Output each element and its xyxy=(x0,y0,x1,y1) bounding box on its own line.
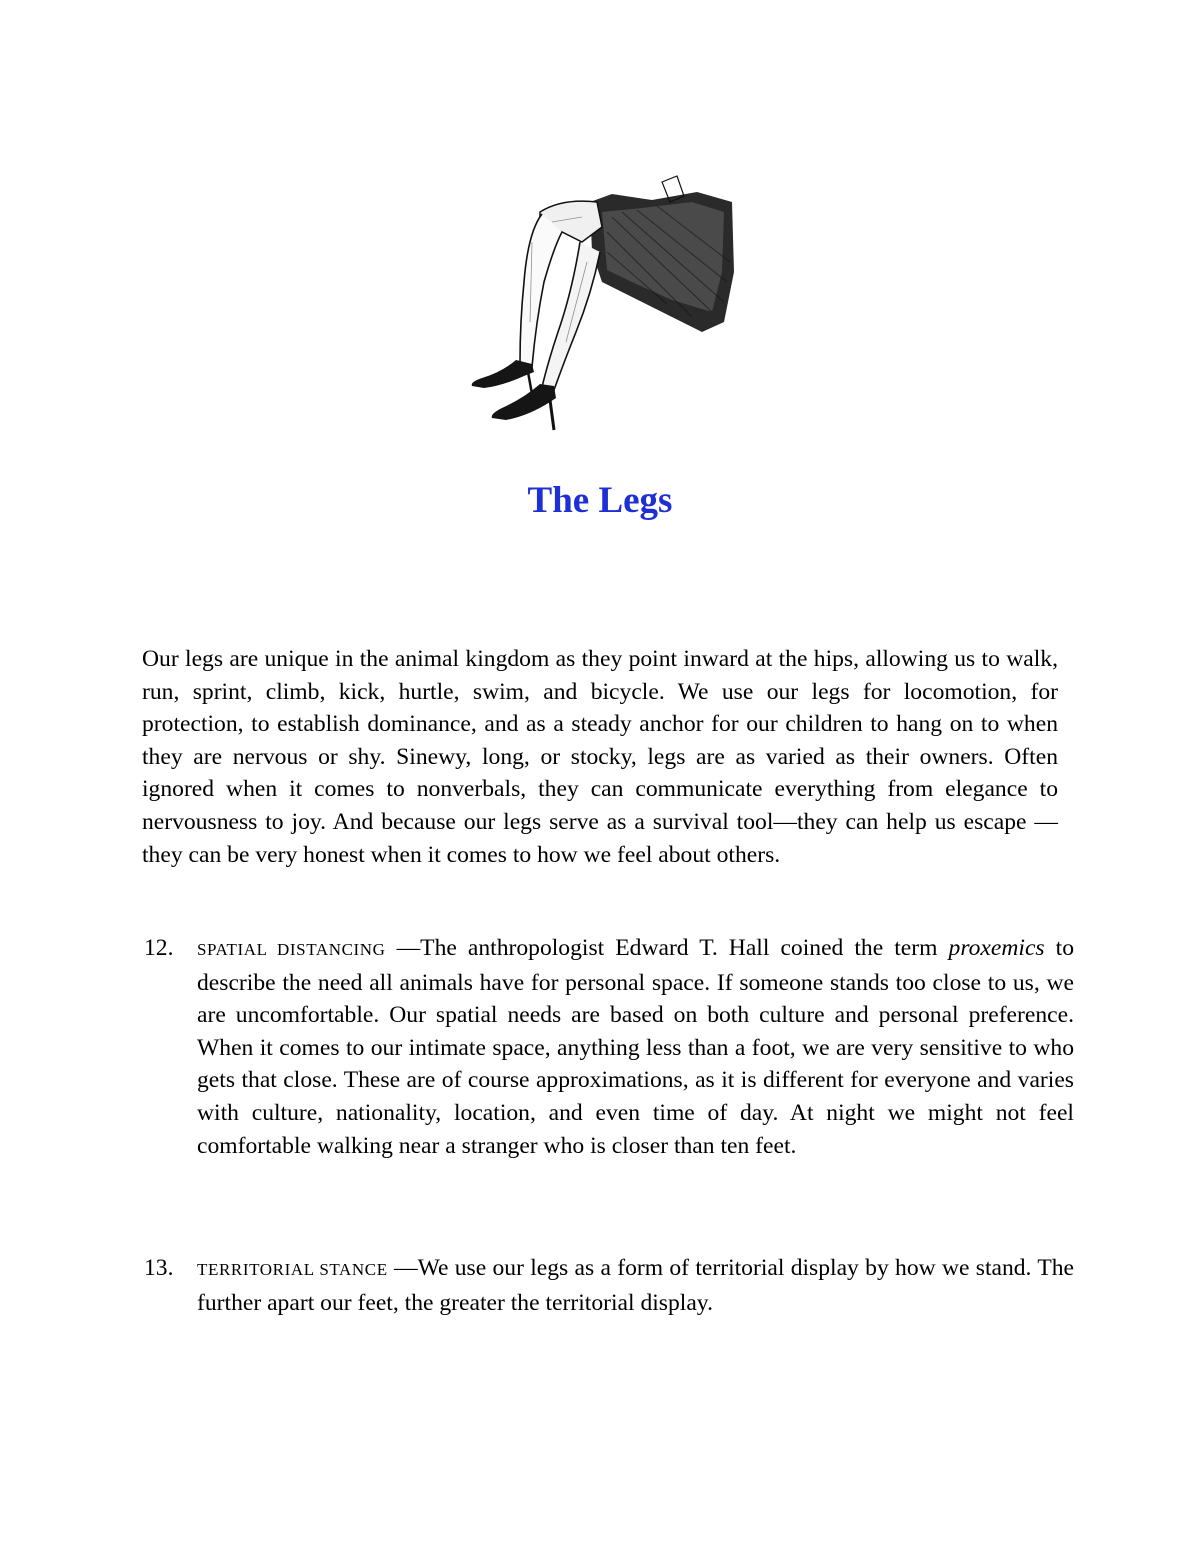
intro-paragraph: Our legs are unique in the animal kingdom as they point inward at the hips, allowing us to walk, run, sprint, climb, kick, hurtle, swim, and bicycle. We use our legs for locomotion, for protection, to establish dominance, and as a steady anchor for our children to hang on to when they are nervous or shy. Sinewy, long, or stocky, legs are as varied as their owners. Often ignored when it comes to nonverbals, they can communicate everything from elegance to nervousness to joy. And because our legs serve as a survival tool—they can help us escape — they can be very honest when it comes to how we feel about others. xyxy=(142,646,1058,868)
item-term: TERRITORIAL STANCE xyxy=(197,1260,388,1279)
item-text-before: The anthropologist Edward T. Hall coined the term xyxy=(420,935,949,961)
item-text: We use our legs as a form of territorial display by how we stand. The further apart our feet, the greater the territorial display. xyxy=(197,1255,1075,1316)
item-term: SPATIAL DISTANCING xyxy=(197,940,386,959)
list-item xyxy=(142,932,1074,1162)
item-dash: — xyxy=(387,1255,418,1281)
item-dash: — xyxy=(385,935,421,961)
item-number: 13. xyxy=(144,1255,174,1281)
item-emphasis: proxemics xyxy=(948,935,1045,961)
list-item xyxy=(142,1252,1074,1319)
item-body xyxy=(197,932,1074,1162)
chapter-title: The Legs xyxy=(527,480,673,521)
seated-crossed-legs-illustration xyxy=(462,172,738,434)
item-text-after: to describe the need all animals have for personal space. If someone stands too close to us, we are uncomfortable. Our spatial needs are based on both culture and personal preference. When it comes to our intimate space, anything less than a foot, we are very sensitive to who gets that close. These are of course approximations, as it is different for everyone and varies with culture, nationality, location, and even time of day. At night we might not feel comfortable walking near a stranger who is closer than ten feet. xyxy=(197,935,1074,1159)
item-number: 12. xyxy=(144,935,174,961)
item-body xyxy=(197,1252,1074,1319)
